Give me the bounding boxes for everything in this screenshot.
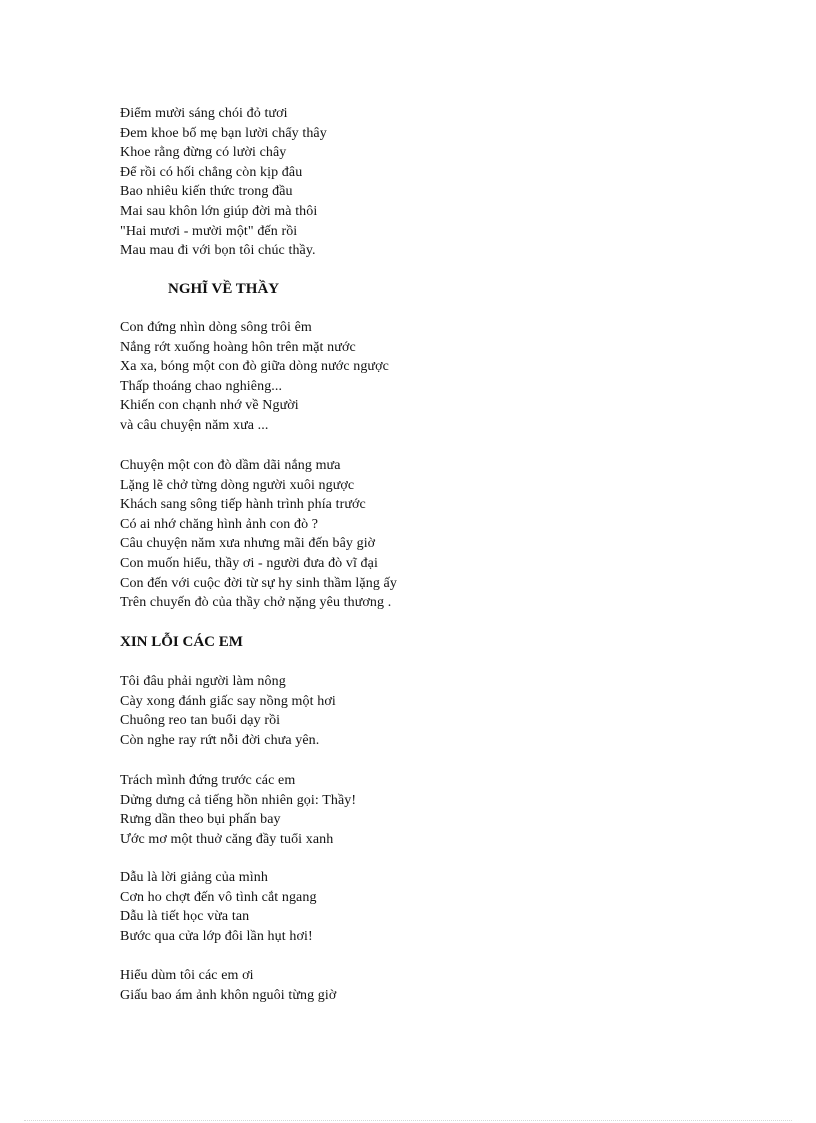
poem-line: Điểm mười sáng chói đỏ tươi [120, 106, 288, 121]
poem3-stanza-1 [120, 672, 336, 750]
poem-line: Khoe rằng đừng có lười chây [120, 145, 287, 161]
poem-line: Để rồi có hối chẳng còn kịp đâu [120, 164, 303, 180]
poem1-stanza-1 [120, 104, 327, 261]
poem-line: Tôi đâu phải người làm nông [120, 674, 286, 689]
poem-title-xin-loi-cac-em: XIN LỖI CÁC EM [120, 634, 243, 650]
poem-line: Lặng lẽ chở từng dòng người xuôi ngược [120, 477, 355, 493]
page-bottom-divider [24, 1120, 792, 1121]
poem-line: Đem khoe bố mẹ bạn lười chẩy thây [120, 125, 327, 141]
poem-line: Bước qua cửa lớp đôi lần hụt hơi! [120, 928, 313, 944]
poem3-stanza-4 [120, 966, 336, 1005]
poem-line: Có ai nhớ chăng hình ảnh con đò ? [120, 516, 319, 532]
poem-line: Khách sang sông tiếp hành trình phía trước [120, 497, 366, 513]
poem-line: Hiểu dùm tôi các em ơi [120, 968, 254, 983]
poem-line: Giấu bao ám ảnh khôn nguôi từng giờ [120, 987, 337, 1003]
poem-line: Trên chuyến đò của thầy chở nặng yêu thương . [120, 595, 392, 611]
poem-line: Xa xa, bóng một con đò giữa dòng nước ngược [120, 359, 389, 375]
poem-line: Mai sau khôn lớn giúp đời mà thôi [120, 203, 318, 219]
poem-line: Dẫu là lời giảng của mình [120, 870, 268, 885]
poem-line: Con muốn hiểu, thầy ơi - người đưa đò vĩ đại [120, 555, 378, 571]
poem-line: và câu chuyện năm xưa ... [120, 417, 269, 433]
poem-line: Rưng dần theo bụi phấn bay [120, 812, 281, 828]
poem-line: Con đứng nhìn dòng sông trôi êm [120, 320, 312, 335]
poem-line: "Hai mươi - mười một" đến rồi [120, 223, 298, 239]
poem-line: Khiến con chạnh nhớ về Người [120, 398, 299, 414]
poem-line: Con đến với cuộc đời từ sự hy sinh thầm lặng ấy [120, 575, 397, 591]
poem-line: Mau mau đi với bọn tôi chúc thầy. [120, 243, 316, 259]
poem-line: Thấp thoáng chao nghiêng... [120, 378, 283, 394]
poem3-stanza-2 [120, 771, 356, 849]
poem-line: Cày xong đánh giấc say nồng một hơi [120, 693, 336, 709]
poem-title-nghi-ve-thay: NGHĨ VỀ THẦY [168, 281, 280, 297]
poem-line: Câu chuyện năm xưa nhưng mãi đến bây giờ [120, 536, 376, 552]
poem-line: Chuông reo tan buổi dạy rồi [120, 713, 281, 729]
poem2-stanza-1 [120, 318, 389, 436]
poem-line: Còn nghe ray rứt nỗi đời chưa yên. [120, 732, 320, 748]
poem-line: Ước mơ một thuở căng đầy tuổi xanh [120, 831, 334, 847]
poem-line: Dẫu là tiết học vừa tan [120, 909, 250, 925]
poem-line: Dửng dưng cả tiếng hồn nhiên gọi: Thầy! [120, 792, 357, 808]
poem-line: Chuyện một con đò dầm dãi nắng mưa [120, 458, 341, 473]
poem-line: Nắng rớt xuống hoàng hôn trên mặt nước [120, 339, 356, 355]
poem-line: Cơn ho chợt đến vô tình cắt ngang [120, 889, 317, 905]
poem-line: Bao nhiêu kiến thức trong đầu [120, 184, 293, 200]
poem-line: Trách mình đứng trước các em [120, 773, 296, 788]
poem2-stanza-2 [120, 456, 397, 613]
poem3-stanza-3 [120, 868, 317, 946]
